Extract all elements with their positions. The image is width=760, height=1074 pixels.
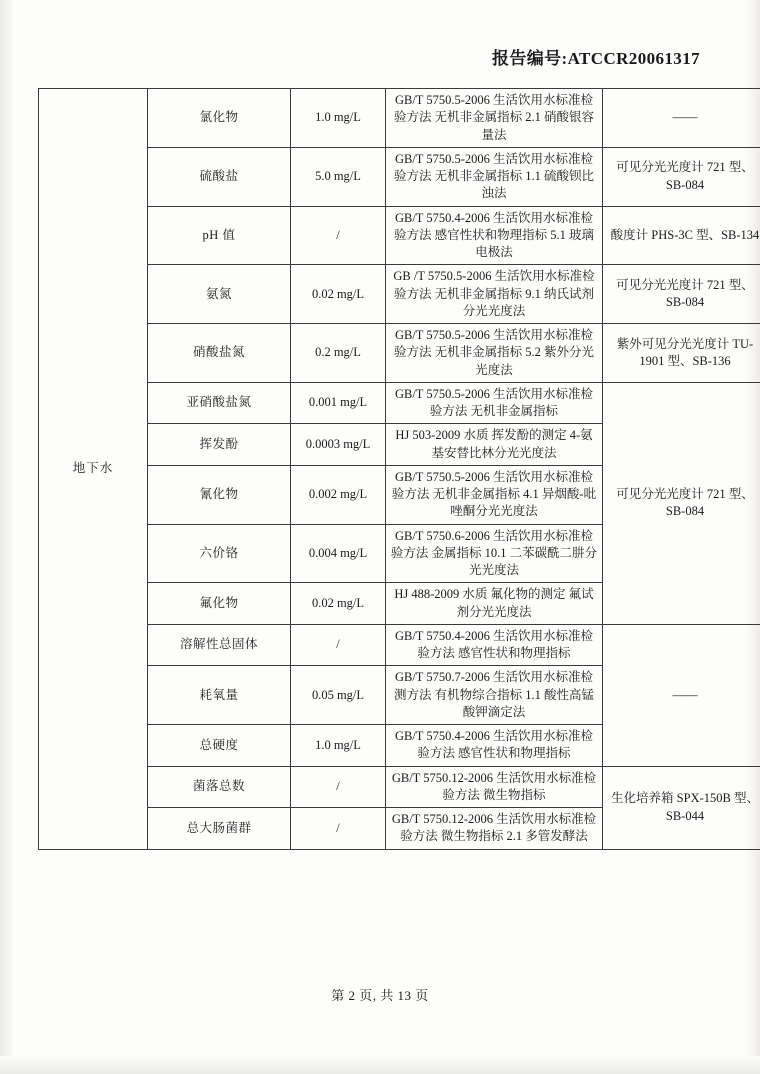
limit-cell: 0.2 mg/L [291,324,386,383]
item-cell: 氯化物 [148,89,291,148]
limit-cell: / [291,624,386,666]
method-cell: HJ 488-2009 水质 氟化物的测定 氟试剂分光光度法 [386,583,603,625]
item-cell: 亚硝酸盐氮 [148,382,291,424]
matrix-cell: 地下水 [39,89,148,850]
method-cell: GB/T 5750.5-2006 生活饮用水标准检验方法 无机非金属指标 [386,382,603,424]
report-number: 报告编号:ATCCR20061317 [491,49,700,68]
scan-edge-left [0,0,14,1074]
equipment-cell: —— [603,89,760,148]
item-cell: 挥发酚 [148,424,291,466]
item-cell: 硝酸盐氮 [148,324,291,383]
table-row [39,265,760,324]
table-row [39,382,760,424]
equipment-cell: 紫外可见分光光度计 TU-1901 型、SB-136 [603,324,760,383]
limit-cell: 0.002 mg/L [291,465,386,524]
method-cell: GB /T 5750.5-2006 生活饮用水标准检验方法 无机非金属指标 9.1 纳氏试剂分光光度法 [386,265,603,324]
method-cell: GB/T 5750.12-2006 生活饮用水标准检验方法 微生物指标 [386,766,603,808]
table-row [39,624,760,666]
method-cell: GB/T 5750.7-2006 生活饮用水标准检测方法 有机物综合指标 1.1 酸性高锰酸钾滴定法 [386,666,603,725]
method-cell: GB/T 5750.5-2006 生活饮用水标准检验方法 无机非金属指标 1.1 硫酸钡比浊法 [386,147,603,206]
limit-cell: 0.001 mg/L [291,382,386,424]
page-footer: 第 2 页, 共 13 页 [331,988,429,1003]
table-row [39,206,760,265]
limit-cell: 0.004 mg/L [291,524,386,583]
limit-cell: 1.0 mg/L [291,725,386,767]
item-cell: pH 值 [148,206,291,265]
limit-cell: / [291,766,386,808]
method-cell: GB/T 5750.6-2006 生活饮用水标准检验方法 金属指标 10.1 二苯碳酰二肼分光光度法 [386,524,603,583]
equipment-cell: 可见分光光度计 721 型、SB-084 [603,147,760,206]
equipment-cell: 可见分光光度计 721 型、SB-084 [603,265,760,324]
analysis-method-table [38,88,760,850]
method-cell: GB/T 5750.5-2006 生活饮用水标准检验方法 无机非金属指标 4.1 异烟酸-吡唑酮分光光度法 [386,465,603,524]
equipment-cell: —— [603,624,760,766]
item-cell: 耗氧量 [148,666,291,725]
table-row [39,147,760,206]
method-cell: HJ 503-2009 水质 挥发酚的测定 4-氨基安替比林分光光度法 [386,424,603,466]
item-cell: 总硬度 [148,725,291,767]
item-cell: 总大肠菌群 [148,808,291,850]
method-cell: GB/T 5750.5-2006 生活饮用水标准检验方法 无机非金属指标 2.1 硝酸银容量法 [386,89,603,148]
equipment-cell: 生化培养箱 SPX-150B 型、SB-044 [603,766,760,849]
item-cell: 氨氮 [148,265,291,324]
scan-edge-bottom [0,1056,760,1074]
table-row [39,766,760,808]
table-row [39,89,760,148]
equipment-cell: 可见分光光度计 721 型、SB-084 [603,382,760,624]
limit-cell: 0.02 mg/L [291,583,386,625]
item-cell: 硫酸盐 [148,147,291,206]
method-cell: GB/T 5750.4-2006 生活饮用水标准检验方法 感官性状和物理指标 5.1 玻璃电极法 [386,206,603,265]
item-cell: 菌落总数 [148,766,291,808]
item-cell: 氰化物 [148,465,291,524]
method-cell: GB/T 5750.12-2006 生活饮用水标准检验方法 微生物指标 2.1 多管发酵法 [386,808,603,850]
limit-cell: / [291,808,386,850]
method-cell: GB/T 5750.4-2006 生活饮用水标准检验方法 感官性状和物理指标 [386,725,603,767]
item-cell: 溶解性总固体 [148,624,291,666]
limit-cell: / [291,206,386,265]
limit-cell: 0.05 mg/L [291,666,386,725]
method-cell: GB/T 5750.5-2006 生活饮用水标准检验方法 无机非金属指标 5.2 紫外分光光度法 [386,324,603,383]
limit-cell: 0.0003 mg/L [291,424,386,466]
table-row [39,324,760,383]
limit-cell: 1.0 mg/L [291,89,386,148]
item-cell: 氟化物 [148,583,291,625]
limit-cell: 0.02 mg/L [291,265,386,324]
limit-cell: 5.0 mg/L [291,147,386,206]
equipment-cell: 酸度计 PHS-3C 型、SB-134 [603,206,760,265]
item-cell: 六价铬 [148,524,291,583]
method-cell: GB/T 5750.4-2006 生活饮用水标准检验方法 感官性状和物理指标 [386,624,603,666]
